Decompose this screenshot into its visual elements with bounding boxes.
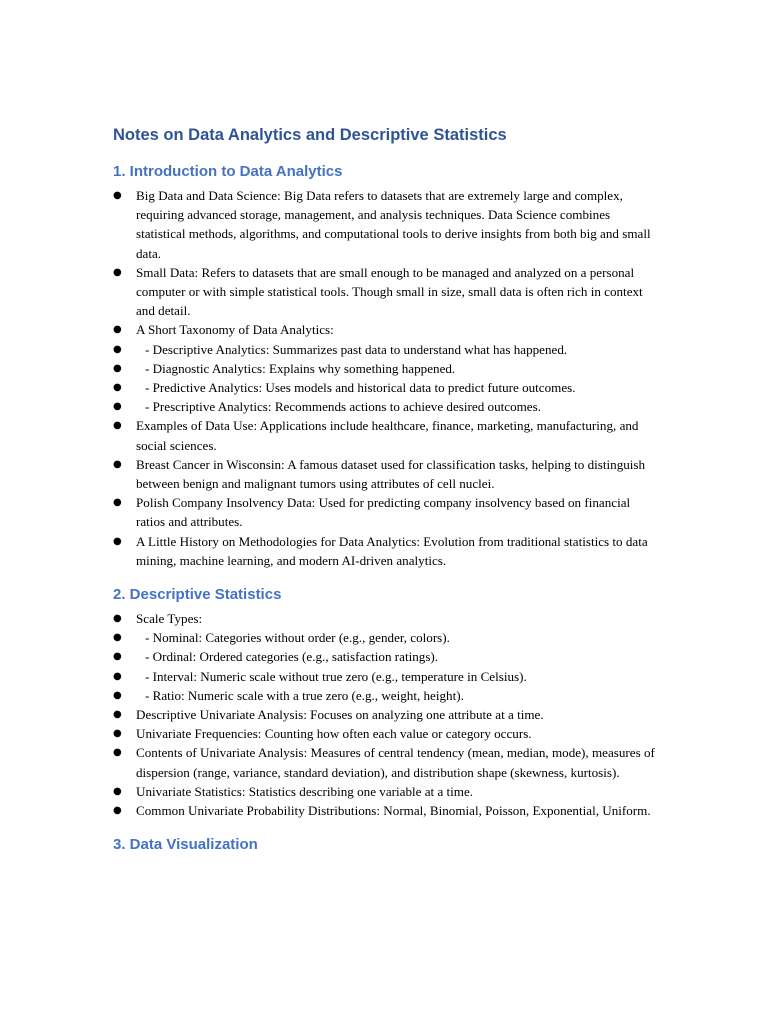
bullet-icon: ● <box>113 497 122 509</box>
list-item-text: Univariate Statistics: Statistics describing one variable at a time. <box>136 783 474 799</box>
bullet-icon: ● <box>113 343 122 355</box>
list-item <box>113 455 658 493</box>
bullet-icon: ● <box>113 458 122 470</box>
list-item-text: - Descriptive Analytics: Summarizes past data to understand what has happened. <box>145 341 568 357</box>
bullet-icon: ● <box>113 689 122 701</box>
list-item-text: - Ordinal: Ordered categories (e.g., satisfaction ratings). <box>145 649 439 665</box>
list-item <box>113 493 658 531</box>
list-item-text: Big Data and Data Science: Big Data refers to datasets that are extremely large and complex, requiring advanced storage, management, and analysis techniques. Data Science combines statistical methods, algorithms, and computational tools to derive insights from both big and small data. <box>136 188 651 261</box>
document-title: Notes on Data Analytics and Descriptive Statistics <box>113 126 507 144</box>
list-item-text: - Diagnostic Analytics: Explains why something happened. <box>145 360 456 376</box>
list-item-text: Small Data: Refers to datasets that are small enough to be managed and analyzed on a personal computer or with simple statistical tools. Though small in size, small data is often rich in context and detail. <box>136 264 643 319</box>
bullet-icon: ● <box>113 324 122 336</box>
list-item <box>113 340 658 359</box>
list-item <box>113 532 658 570</box>
list-item <box>113 724 658 743</box>
list-item <box>113 782 658 801</box>
section-heading: 2. Descriptive Statistics <box>113 586 282 604</box>
section-heading: 1. Introduction to Data Analytics <box>113 163 343 180</box>
bullet-icon: ● <box>113 535 122 547</box>
list-item-text: - Nominal: Categories without order (e.g., gender, colors). <box>145 630 450 646</box>
list-item <box>113 186 658 263</box>
list-item <box>113 743 658 781</box>
bullet-icon: ● <box>113 805 122 817</box>
list-item <box>113 647 658 666</box>
list-item-text: Polish Company Insolvency Data: Used for predicting company insolvency based on financial ratios and attributes. <box>136 495 631 530</box>
list-item <box>113 628 658 647</box>
list-item-text: A Short Taxonomy of Data Analytics: <box>136 322 334 338</box>
bullet-icon: ● <box>113 785 122 797</box>
list-item <box>113 263 658 321</box>
bullet-icon: ● <box>113 632 122 644</box>
bullet-icon: ● <box>113 747 122 759</box>
list-item-text: Common Univariate Probability Distributions: Normal, Binomial, Poisson, Exponential, Uniform. <box>136 803 651 819</box>
list-item <box>113 801 658 820</box>
list-item-text: - Predictive Analytics: Uses models and historical data to predict future outcomes. <box>145 380 576 396</box>
bullet-icon: ● <box>113 190 122 201</box>
list-item-text: A Little History on Methodologies for Data Analytics: Evolution from traditional statistics to data mining, machine learning, and modern AI-driven analytics. <box>136 533 648 568</box>
list-item <box>113 416 658 454</box>
bullet-icon: ● <box>113 613 122 625</box>
bullet-list <box>113 186 658 570</box>
list-item <box>113 320 658 339</box>
bullet-icon: ● <box>113 382 122 394</box>
section-heading: 3. Data Visualization <box>113 836 258 854</box>
list-item-text: Contents of Univariate Analysis: Measures of central tendency (mean, median, mode), measures of dispersion (range, variance, standard deviation), and distribution shape (skewness, kurtosis). <box>136 745 655 780</box>
list-item <box>113 378 658 397</box>
list-item-text: Examples of Data Use: Applications include healthcare, finance, marketing, manufacturing, and social sciences. <box>136 418 639 453</box>
list-item <box>113 686 658 705</box>
list-item-text: - Interval: Numeric scale without true zero (e.g., temperature in Celsius). <box>145 668 527 684</box>
list-item-text: Descriptive Univariate Analysis: Focuses on analyzing one attribute at a time. <box>136 707 544 723</box>
bullet-icon: ● <box>113 670 122 682</box>
list-item <box>113 705 658 724</box>
list-item <box>113 609 658 628</box>
bullet-icon: ● <box>113 362 122 374</box>
bullet-icon: ● <box>113 728 122 740</box>
list-item-text: - Ratio: Numeric scale with a true zero (e.g., weight, height). <box>145 687 464 703</box>
document-content <box>113 124 658 859</box>
list-item <box>113 397 658 416</box>
bullet-list <box>113 609 658 820</box>
bullet-icon: ● <box>113 266 122 278</box>
bullet-icon: ● <box>113 420 122 432</box>
list-item <box>113 667 658 686</box>
bullet-icon: ● <box>113 651 122 663</box>
list-item <box>113 359 658 378</box>
list-item-text: Breast Cancer in Wisconsin: A famous dataset used for classification tasks, helping to distinguish between benign and malignant tumors using attributes of cell nuclei. <box>136 456 646 492</box>
sections-container <box>113 161 658 856</box>
list-item-text: Univariate Frequencies: Counting how often each value or category occurs. <box>136 726 532 742</box>
bullet-icon: ● <box>113 709 122 721</box>
bullet-icon: ● <box>113 401 122 413</box>
list-item-text: Scale Types: <box>136 611 203 627</box>
list-item-text: - Prescriptive Analytics: Recommends actions to achieve desired outcomes. <box>145 399 541 415</box>
